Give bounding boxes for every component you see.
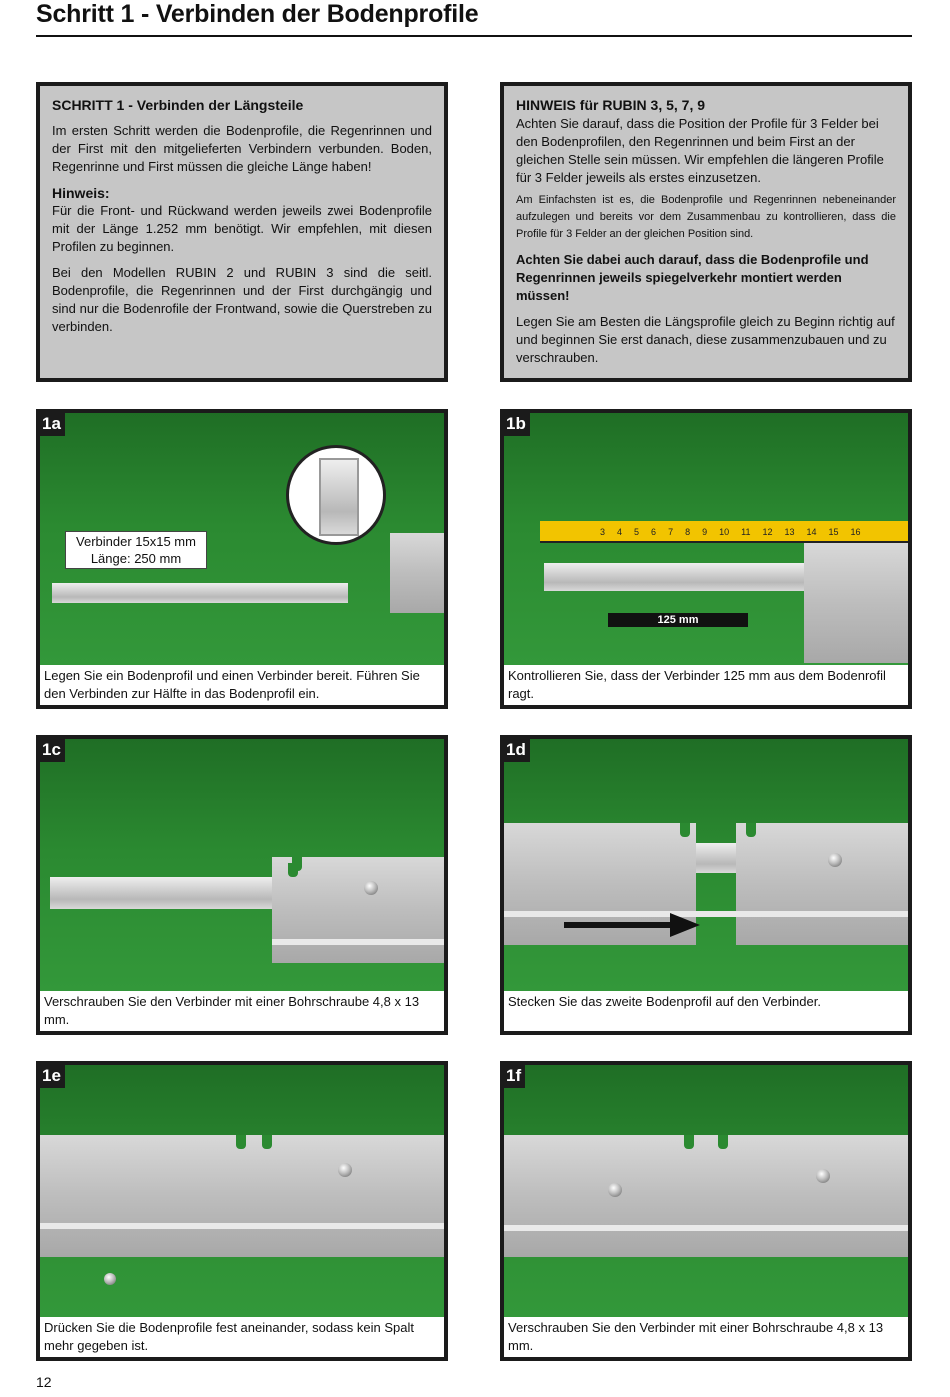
box2-paragraph-2: Am Einfachsten ist es, die Bodenprofile und Regenrinnen nebeneinander aufzulegen und bereits vor dem Zusammenbau zu kontrollieren, dass die Profile für 3 Felder an der gleichen Position sind.: [516, 194, 896, 240]
connector-bar: [696, 843, 736, 873]
title-rule: [36, 35, 912, 37]
step-label: 1e: [40, 1065, 65, 1088]
floor-profile-left: [40, 1135, 248, 1257]
floor-profile-right: [736, 823, 908, 945]
connector-bar: [50, 877, 280, 909]
screw-icon: [338, 1163, 352, 1177]
connector-bar: [52, 583, 348, 603]
photo-1f: [504, 1065, 908, 1317]
info-box-rubin: [500, 82, 912, 382]
floor-profile: [804, 543, 908, 663]
step-caption: Legen Sie ein Bodenprofil und einen Verbinder bereit. Führen Sie den Verbinden zur Hälfte in das Bodenprofil ein.: [44, 668, 420, 701]
floor-profile-left: [504, 1135, 710, 1257]
step-panel-1e: [36, 1061, 448, 1361]
step-panel-1a: [36, 409, 448, 709]
step-label: 1d: [504, 739, 530, 762]
photo-1c: [40, 739, 444, 991]
screw-icon: [828, 853, 842, 867]
page-number: 12: [36, 1374, 52, 1390]
box2-paragraph-3: Achten Sie dabei auch darauf, dass die Bodenprofile und Regenrinnen jeweils spiegelverkehr montiert werden müssen!: [516, 252, 869, 303]
photo-1d: [504, 739, 908, 991]
page-title: Schritt 1 - Verbinden der Bodenprofile: [36, 0, 479, 28]
screw-icon: [364, 881, 378, 895]
floor-profile-right: [710, 1135, 908, 1257]
box1-heading: SCHRITT 1 - Verbinden der Längsteile: [52, 97, 304, 113]
photo-1b: [504, 413, 908, 665]
measuring-tape: 3 4 5 6 7 8 9 10 11 12 13 14 15 16: [540, 521, 908, 543]
box2-paragraph-1: Achten Sie darauf, dass die Position der Profile für 3 Felder bei den Bodenprofilen, den Regenrinnen und beim First an der gleichen Stelle sein müssen. Wir empfehlen die längeren Profile für 3 Felder jeweils als erstes einzusetzen.: [516, 116, 884, 185]
step-caption: Drücken Sie die Bodenprofile fest aneinander, sodass kein Spalt mehr gegeben ist.: [44, 1320, 415, 1353]
screw-icon: [608, 1183, 622, 1197]
callout-line-1: Verbinder 15x15 mm: [76, 534, 196, 549]
step-panel-1b: [500, 409, 912, 709]
connector-callout: [65, 531, 207, 569]
floor-profile-right: [248, 1135, 444, 1257]
screw-icon: [816, 1169, 830, 1183]
step-panel-1d: [500, 735, 912, 1035]
loose-screw-icon: [104, 1273, 116, 1285]
step-label: 1c: [40, 739, 65, 762]
box1-paragraph-2: Für die Front- und Rückwand werden jeweils zwei Bodenprofile mit der Länge 1.252 mm benötigt. Wir empfehlen, mit diesen Profilen zu beginnen.: [52, 203, 432, 254]
measure-label: 125 mm: [608, 613, 748, 627]
step-caption: Verschrauben Sie den Verbinder mit einer Bohrschraube 4,8 x 13 mm.: [44, 994, 420, 1027]
photo-1e: [40, 1065, 444, 1317]
box1-paragraph-3: Bei den Modellen RUBIN 2 und RUBIN 3 sind die seitl. Bodenprofile, die Regenrinnen und der First durchgängig und sind nur die Bodenrofile der Frontwand, sowie die Querstreben zu verbinden.: [52, 265, 432, 334]
arrow-shaft: [564, 922, 674, 928]
box1-hint-heading: Hinweis:: [52, 185, 110, 201]
photo-1a: [40, 413, 444, 665]
step-label: 1f: [504, 1065, 525, 1088]
info-box-step1: [36, 82, 448, 382]
step-caption: Kontrollieren Sie, dass der Verbinder 125 mm aus dem Bodenrofil ragt.: [508, 668, 886, 701]
box2-heading: HINWEIS für RUBIN 3, 5, 7, 9: [516, 97, 706, 113]
callout-line-2: Länge: 250 mm: [90, 551, 182, 566]
box2-paragraph-4: Legen Sie am Besten die Längsprofile gleich zu Beginn richtig auf und beginnen Sie erst danach, diese zusammenzubauen und zu verschrauben.: [516, 314, 895, 365]
step-label: 1b: [504, 413, 530, 436]
step-caption: Verschrauben Sie den Verbinder mit einer Bohrschraube 4,8 x 13 mm.: [508, 1320, 884, 1353]
step-label: 1a: [40, 413, 65, 436]
step-panel-1c: [36, 735, 448, 1035]
connector-bar: [544, 563, 814, 591]
box1-paragraph-1: Im ersten Schritt werden die Bodenprofile, die Regenrinnen und der First mit den mitgelieferten Verbindern verbunden. Boden, Regenrinne und First müssen die gleiche Länge haben!: [52, 123, 432, 174]
floor-profile: [390, 533, 444, 613]
arrow-right-icon: [670, 913, 700, 937]
profile-detail-circle: [286, 445, 386, 545]
step-panel-1f: [500, 1061, 912, 1361]
step-caption: Stecken Sie das zweite Bodenprofil auf den Verbinder.: [508, 994, 821, 1009]
